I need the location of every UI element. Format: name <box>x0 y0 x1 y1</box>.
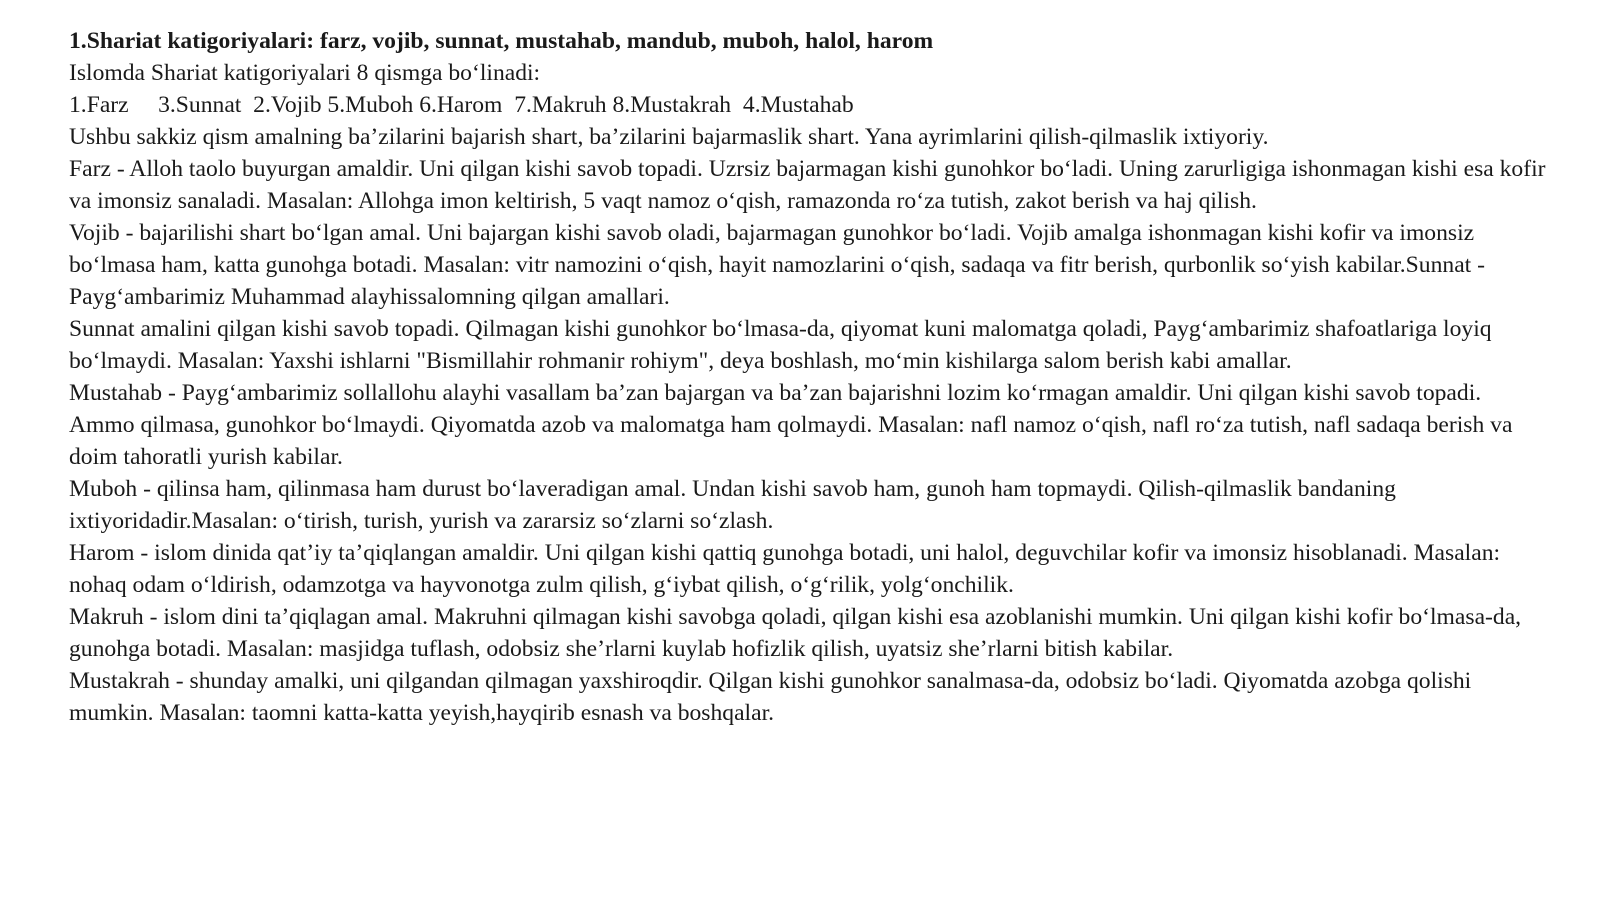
document-title: 1.Shariat katigoriyalari: farz, vojib, sunnat, mustahab, mandub, muboh, halol, harom <box>69 28 934 54</box>
category-list <box>69 89 1549 121</box>
paragraph-vojib: Vojib - bajarilishi shart bo‘lgan amal. Uni bajargan kishi savob oladi, bajarmagan gunohkor bo‘ladi. Vojib amalga ishonmagan kishi kofir va imonsiz bo‘lmasa ham, katta gunohga botadi. Masalan: vitr namozini o‘qish, hayit namozlarini o‘qish, sadaqa va fitr berish, qurbonlik so‘yish kabilar.Sunnat - Payg‘ambarimiz Muhammad alayhissalomning qilgan amallari. <box>69 220 1485 310</box>
paragraph-sunnat: Sunnat amalini qilgan kishi savob topadi. Qilmagan kishi gunohkor bo‘lmasa-da, qiyomat kuni malomatga qoladi, Payg‘ambarimiz shafoatlariga loyiq bo‘lmaydi. Masalan: Yaxshi ishlarni "Bismillahir rohmanir rohiym", deya boshlash, mo‘min kishilarga salom berish kabi amallar. <box>69 316 1492 374</box>
paragraph-makruh: Makruh - islom dini ta’qiqlagan amal. Makruhni qilmagan kishi savobga qoladi, qilgan kishi esa azoblanishi mumkin. Uni qilgan kishi kofir bo‘lmasa-da, gunohga botadi. Masalan: masjidga tuflash, odobsiz she’rlarni kuylab hofizlik qilish, uyatsiz she’rlarni bitish kabilar. <box>69 604 1522 662</box>
intro-line: Islomda Shariat katigoriyalari 8 qismga bo‘linadi: <box>69 60 541 86</box>
paragraph-farz: Farz - Alloh taolo buyurgan amaldir. Uni qilgan kishi savob topadi. Uzrsiz bajarmagan kishi gunohkor bo‘ladi. Uning zarurligiga ishonmagan kishi esa kofir va imonsiz sanaladi. Masalan: Allohga imon keltirish, 5 vaqt namoz o‘qish, ramazonda ro‘za tutish, zakot berish va haj qilish. <box>69 156 1546 214</box>
paragraph-muboh: Muboh - qilinsa ham, qilinmasa ham durust bo‘laveradigan amal. Undan kishi savob ham, gunoh ham topmaydi. Qilish-qilmaslik bandaning ixtiyoridadir.Masalan: o‘tirish, turish, yurish va zararsiz so‘zlarni so‘zlash. <box>69 476 1396 534</box>
paragraph-mustahab: Mustahab - Payg‘ambarimiz sollallohu alayhi vasallam ba’zan bajargan va ba’zan bajarishni lozim ko‘rmagan amaldir. Uni qilgan kishi savob topadi. Ammo qilmasa, gunohkor bo‘lmaydi. Qiyomatda azob va malomatga ham qolmaydi. Masalan: nafl namoz o‘qish, nafl ro‘za tutish, nafl sadaqa berish va doim tahoratli yurish kabilar. <box>69 380 1513 470</box>
document-body <box>69 25 1549 729</box>
paragraph-harom: Harom - islom dinida qat’iy ta’qiqlangan amaldir. Uni qilgan kishi qattiq gunohga botadi, uni halol, deguvchilar kofir va imonsiz hisoblanadi. Masalan: nohaq odam o‘ldirish, odamzotga va hayvonotga zulm qilish, g‘iybat qilish, o‘g‘rilik, yolg‘onchilik. <box>69 540 1501 598</box>
category-list-text: 1.Farz 3.Sunnat 2.Vojib 5.Muboh 6.Harom 7.Makruh 8.Mustakrah 4.Mustahab <box>69 92 854 118</box>
paragraph-mustakrah: Mustakrah - shunday amalki, uni qilgandan qilmagan yaxshiroqdir. Qilgan kishi gunohkor sanalmasa-da, odobsiz bo‘ladi. Qiyomatda azobga qolishi mumkin. Masalan: taomni katta-katta yeyish,hayqirib esnash va boshqalar. <box>69 668 1472 726</box>
paragraph-overview: Ushbu sakkiz qism amalning ba’zilarini bajarish shart, ba’zilarini bajarmaslik shart. Yana ayrimlarini qilish-qilmaslik ixtiyoriy. <box>69 124 1269 150</box>
